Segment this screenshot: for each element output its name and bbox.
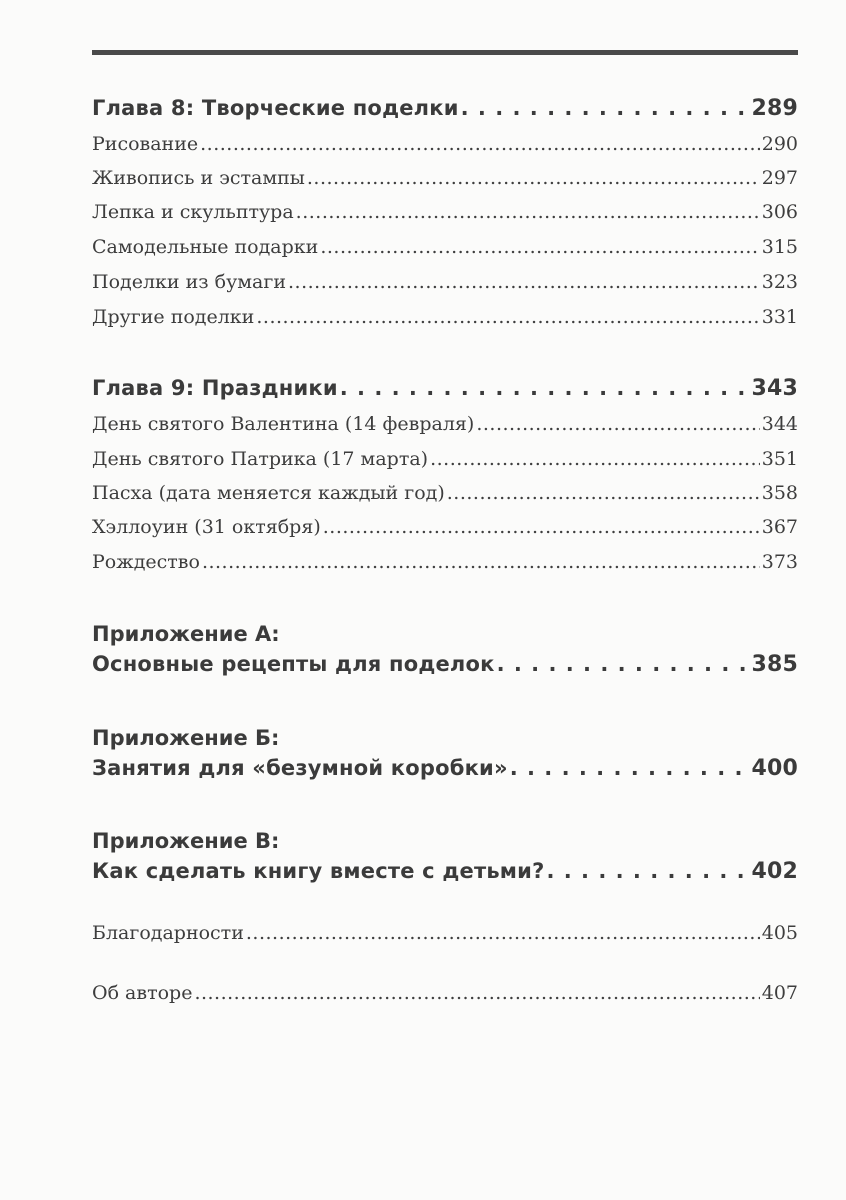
entry-title: Рождество	[92, 551, 200, 573]
appendix-a-label: Приложение А:	[92, 622, 280, 646]
entry-page: 358	[761, 482, 798, 504]
about-author-page: 407	[761, 982, 798, 1004]
appendix-b-label: Приложение Б:	[92, 726, 280, 750]
dot-leader	[296, 201, 760, 223]
dot-leader	[461, 96, 750, 120]
toc-entry[interactable]	[92, 413, 798, 435]
dot-leader	[307, 167, 760, 189]
dot-leader	[323, 516, 760, 538]
entry-title: Живопись и эстампы	[92, 167, 305, 189]
dot-leader	[194, 982, 759, 1004]
about-author-title: Об авторе	[92, 982, 193, 1004]
dot-leader	[256, 306, 759, 328]
acknowledgements-entry[interactable]	[92, 922, 798, 944]
dot-leader	[510, 756, 750, 780]
appendix-c-title: Как сделать книгу вместе с детьми?	[92, 859, 545, 883]
chapter-8-title: Глава 8: Творческие поделки	[92, 96, 459, 120]
dot-leader	[447, 482, 760, 504]
entry-title: День святого Патрика (17 марта)	[92, 448, 429, 470]
acknowledgements-title: Благодарности	[92, 922, 244, 944]
entry-title: Рисование	[92, 133, 199, 155]
appendix-b-title: Занятия для «безумной коробки»	[92, 756, 508, 780]
toc-entry[interactable]	[92, 167, 798, 189]
appendix-c-label: Приложение В:	[92, 829, 280, 853]
toc-entry[interactable]	[92, 551, 798, 573]
entry-page: 373	[761, 551, 798, 573]
entry-page: 297	[761, 167, 798, 189]
entry-page: 323	[761, 271, 798, 293]
entry-page: 367	[761, 516, 798, 538]
dot-leader	[476, 413, 759, 435]
entry-title: Поделки из бумаги	[92, 271, 287, 293]
chapter-9-entry[interactable]	[92, 376, 798, 401]
entry-title: Самодельные подарки	[92, 236, 319, 258]
dot-leader	[200, 133, 760, 155]
toc-entry[interactable]	[92, 201, 798, 223]
entry-page: 331	[761, 306, 798, 328]
chapter-9-page: 343	[751, 376, 798, 401]
toc-entry[interactable]	[92, 306, 798, 328]
entry-title: День святого Валентина (14 февраля)	[92, 413, 475, 435]
dot-leader	[246, 922, 760, 944]
toc-entry[interactable]	[92, 236, 798, 258]
toc-entry[interactable]	[92, 133, 798, 155]
entry-page: 344	[761, 413, 798, 435]
appendix-b-entry[interactable]	[92, 756, 798, 781]
appendix-a-page: 385	[751, 652, 798, 677]
entry-page: 290	[761, 133, 798, 155]
chapter-8-entry[interactable]	[92, 96, 798, 121]
entry-title: Хэллоуин (31 октября)	[92, 516, 321, 538]
appendix-c-page: 402	[751, 859, 798, 884]
appendix-a-entry[interactable]	[92, 652, 798, 677]
dot-leader	[288, 271, 760, 293]
dot-leader	[546, 859, 749, 883]
appendix-b-page: 400	[751, 756, 798, 781]
dot-leader	[202, 551, 760, 573]
about-author-entry[interactable]	[92, 982, 798, 1004]
entry-title: Пасха (дата меняется каждый год)	[92, 482, 445, 504]
acknowledgements-page: 405	[761, 922, 798, 944]
toc-entry[interactable]	[92, 516, 798, 538]
chapter-8-page: 289	[751, 96, 798, 121]
entry-page: 351	[761, 448, 798, 470]
dot-leader	[340, 376, 750, 400]
toc-entry[interactable]	[92, 448, 798, 470]
toc-entry[interactable]	[92, 271, 798, 293]
dot-leader	[320, 236, 759, 258]
dot-leader	[430, 448, 760, 470]
entry-page: 315	[761, 236, 798, 258]
appendix-a-title: Основные рецепты для поделок	[92, 652, 495, 676]
dot-leader	[497, 652, 750, 676]
entry-title: Лепка и скульптура	[92, 201, 294, 223]
top-rule	[92, 50, 798, 55]
appendix-c-entry[interactable]	[92, 859, 798, 884]
chapter-9-title: Глава 9: Праздники	[92, 376, 338, 400]
entry-page: 306	[761, 201, 798, 223]
toc-entry[interactable]	[92, 482, 798, 504]
entry-title: Другие поделки	[92, 306, 255, 328]
